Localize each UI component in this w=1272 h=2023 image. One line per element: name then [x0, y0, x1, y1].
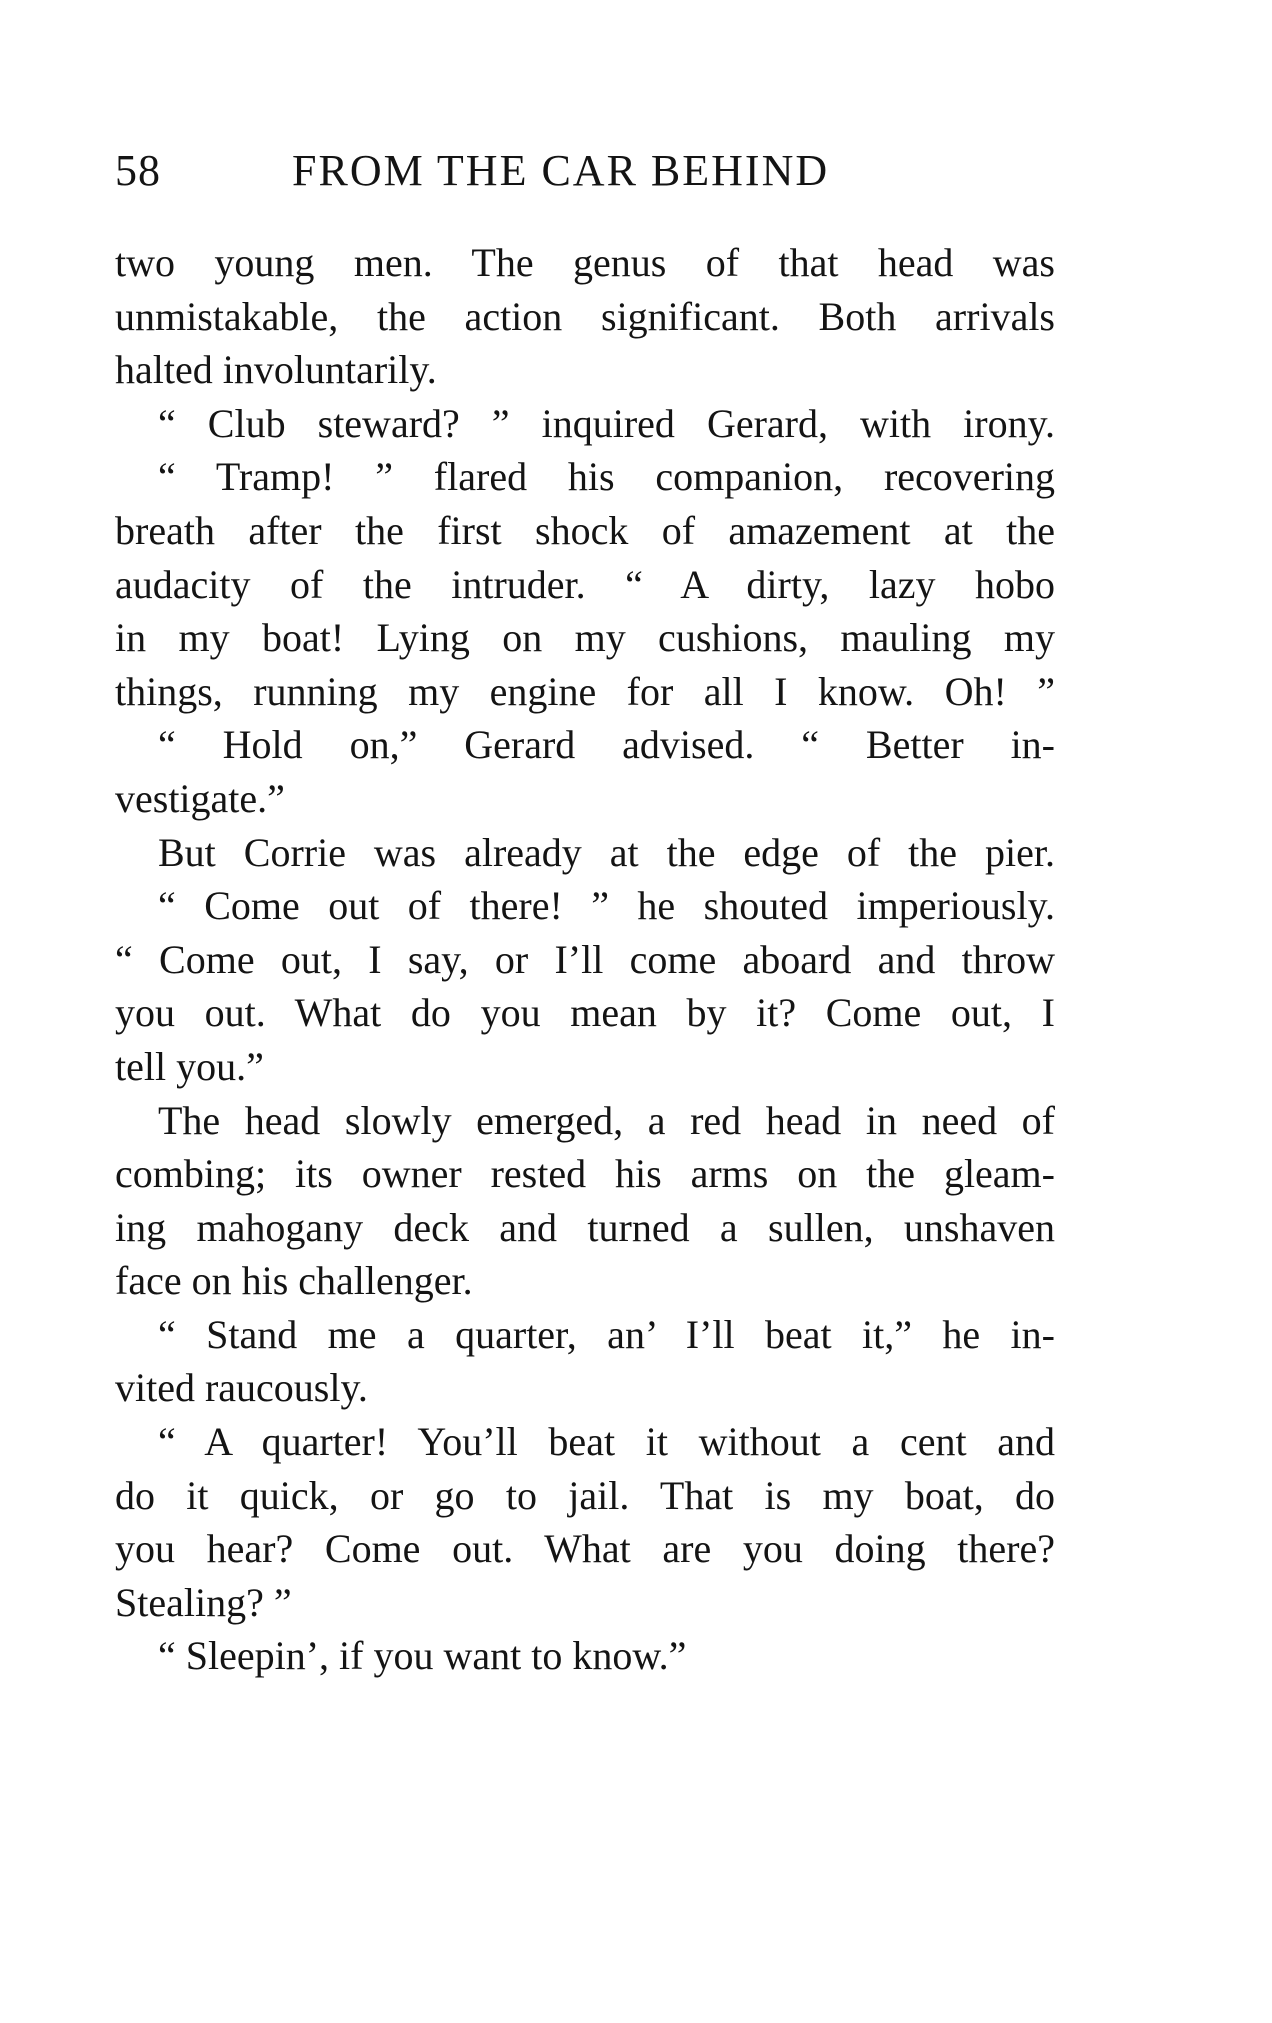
text-line: vited raucously.: [115, 1365, 368, 1411]
text-line: The head slowly emerged, a red head in need of: [158, 1097, 1055, 1143]
body-text: [115, 236, 1055, 1683]
text-line: do it quick, or go to jail. That is my boat, do: [115, 1472, 1055, 1518]
text-line: halted involuntarily.: [115, 347, 437, 393]
text-line: “ Come out, I say, or I’ll come aboard and throw: [115, 936, 1055, 982]
text-line: But Corrie was already at the edge of the pier.: [158, 829, 1055, 875]
text-line: you out. What do you mean by it? Come out, I: [115, 990, 1055, 1036]
text-line: you hear? Come out. What are you doing there?: [115, 1526, 1055, 1572]
text-line: audacity of the intruder. “ A dirty, lazy hobo: [115, 561, 1055, 607]
text-line: combing; its owner rested his arms on the gleam-: [115, 1151, 1055, 1197]
text-line: “ Hold on,” Gerard advised. “ Better in-: [158, 722, 1055, 768]
text-line: ing mahogany deck and turned a sullen, unshaven: [115, 1204, 1055, 1250]
text-line: tell you.”: [115, 1043, 264, 1089]
text-line: “ Sleepin’, if you want to know.”: [158, 1633, 687, 1679]
text-line: in my boat! Lying on my cushions, mauling my: [115, 615, 1055, 661]
text-line: breath after the first shock of amazement at the: [115, 507, 1055, 553]
text-line: “ Stand me a quarter, an’ I’ll beat it,” he in-: [158, 1311, 1055, 1357]
page-number: 58: [115, 146, 161, 195]
text-line: Stealing? ”: [115, 1579, 292, 1625]
text-line: “ Club steward? ” inquired Gerard, with irony.: [158, 400, 1055, 446]
running-title: FROM THE CAR BEHIND: [292, 146, 830, 195]
text-line: “ Come out of there! ” he shouted imperiously.: [158, 883, 1055, 929]
text-line: face on his challenger.: [115, 1258, 473, 1304]
text-line: two young men. The genus of that head was: [115, 240, 1055, 285]
text-line: vestigate.”: [115, 775, 285, 821]
text-line: things, running my engine for all I know. Oh! ”: [115, 668, 1055, 714]
text-line: “ Tramp! ” flared his companion, recovering: [158, 454, 1055, 500]
text-line: “ A quarter! You’ll beat it without a cent and: [158, 1419, 1055, 1465]
running-head: [115, 146, 1065, 196]
text-line: unmistakable, the action significant. Both arrivals: [115, 293, 1055, 339]
